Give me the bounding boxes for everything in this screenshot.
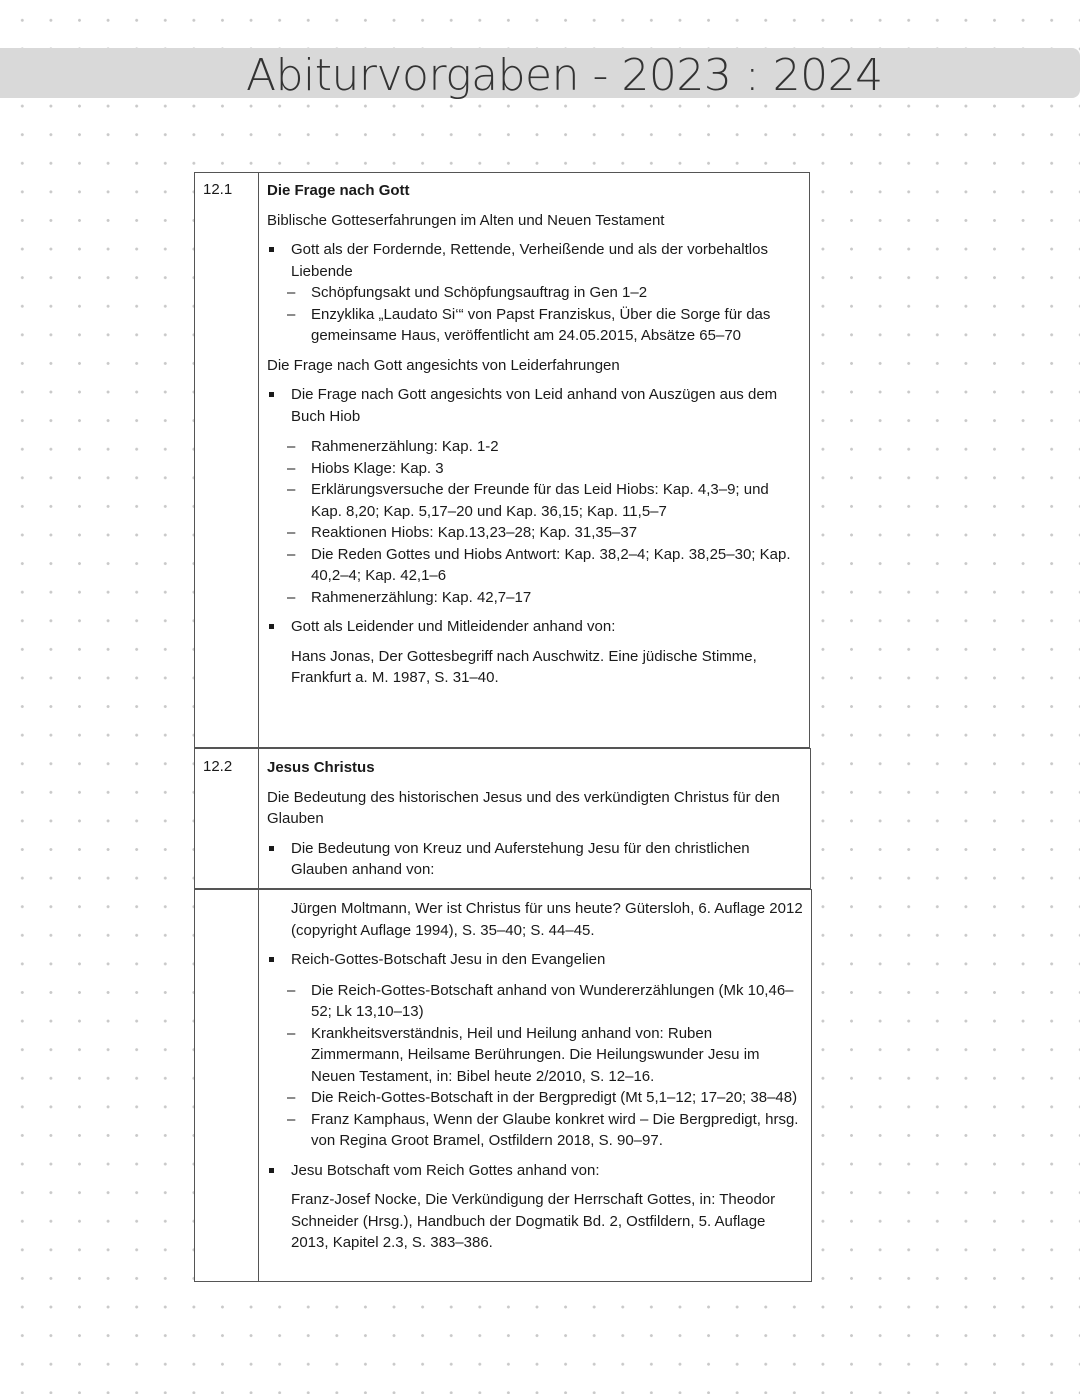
section-12-2 <box>194 748 811 889</box>
citation: Jürgen Moltmann, Wer ist Christus für uns heute? Gütersloh, 6. Auflage 2012 (copyright Auflage 1994), S. 35–40; S. 44–45. <box>291 900 803 939</box>
subheading: Die Bedeutung des historischen Jesus und des verkündigten Christus für den Glauben <box>267 788 780 827</box>
bullet-item: Die Bedeutung von Kreuz und Auferstehung Jesu für den christlichen Glauben anhand von: <box>267 838 802 881</box>
dash-item: – Die Reden Gottes und Hiobs Antwort: Kap. 38,2–4; Kap. 38,25–30; Kap. 40,2–4; Kap. 42,1–6 <box>267 544 801 587</box>
citation: Franz-Josef Nocke, Die Verkündigung der Herrschaft Gottes, in: Theodor Schneider (Hrsg.), Handbuch der Dogmatik Bd. 2, Ostfildern, 5. Auflage 2013, Kapitel 2.3, S. 383–386. <box>291 1191 776 1251</box>
section-number: 12.1 <box>203 181 233 198</box>
dash-item: – Krankheitsverständnis, Heil und Heilung anhand von: Ruben Zimmermann, Heilsame Berührungen. Die Heilungswunder Jesu im Neuen Testament, in: Bibel heute 2/2010, S. 12–16. <box>267 1023 803 1088</box>
dash-item: – Hiobs Klage: Kap. 3 <box>267 458 801 480</box>
citation: Hans Jonas, Der Gottesbegriff nach Auschwitz. Eine jüdische Stimme, Frankfurt a. M. 1987, S. 31–40. <box>291 647 757 686</box>
dash-item: – Franz Kamphaus, Wenn der Glaube konkret wird – Die Bergpredigt, hrsg. von Regina Groot Bramel, Ostfildern 2018, S. 90–97. <box>267 1109 803 1152</box>
dash-item: – Reaktionen Hiobs: Kap.13,23–28; Kap. 31,35–37 <box>267 522 801 544</box>
dash-item: – Die Reich-Gottes-Botschaft in der Bergpredigt (Mt 5,1–12; 17–20; 38–48) <box>267 1087 803 1109</box>
dash-item: – Enzyklika „Laudato Si‘“ von Papst Franziskus, Über die Sorge für das gemeinsame Haus, veröffentlicht am 24.05.2015, Absätze 65–70 <box>267 304 801 347</box>
section-content <box>267 180 801 697</box>
page-title: Abiturvorgaben - 2023 : 2024 <box>246 50 883 101</box>
number-column <box>195 749 259 888</box>
number-column <box>195 890 259 1281</box>
dash-item: – Die Reich-Gottes-Botschaft anhand von Wundererzählungen (Mk 10,46–52; Lk 13,10–13) <box>267 980 803 1023</box>
section-heading: Jesus Christus <box>267 759 375 776</box>
subheading: Biblische Gotteserfahrungen im Alten und Neuen Testament <box>267 211 665 229</box>
dash-item: – Erklärungsversuche der Freunde für das Leid Hiobs: Kap. 4,3–9; und Kap. 8,20; Kap. 5,17–20 und Kap. 36,15; Kap. 11,5–7 <box>267 479 801 522</box>
section-12-1 <box>194 172 810 748</box>
bullet-item: Gott als Leidender und Mitleidender anhand von: <box>267 616 801 638</box>
dash-item: – Rahmenerzählung: Kap. 1-2 <box>267 436 801 458</box>
section-heading: Die Frage nach Gott <box>267 182 410 199</box>
bullet-item: Reich-Gottes-Botschaft Jesu in den Evangelien <box>267 949 803 971</box>
dash-item: – Schöpfungsakt und Schöpfungsauftrag in Gen 1–2 <box>267 282 801 304</box>
dash-item: – Rahmenerzählung: Kap. 42,7–17 <box>267 587 801 609</box>
section-12-2-continued <box>194 889 812 1282</box>
number-column <box>195 173 259 747</box>
section-content <box>267 757 802 888</box>
bullet-item: Gott als der Fordernde, Rettende, Verheißende und als der vorbehaltlos Liebende <box>267 239 801 282</box>
bullet-item: Jesu Botschaft vom Reich Gottes anhand von: <box>267 1160 803 1182</box>
subheading: Die Frage nach Gott angesichts von Leiderfahrungen <box>267 356 620 374</box>
bullet-item: Die Frage nach Gott angesichts von Leid anhand von Auszügen aus dem Buch Hiob <box>267 384 801 427</box>
section-number: 12.2 <box>203 758 233 775</box>
section-content <box>267 898 803 1262</box>
